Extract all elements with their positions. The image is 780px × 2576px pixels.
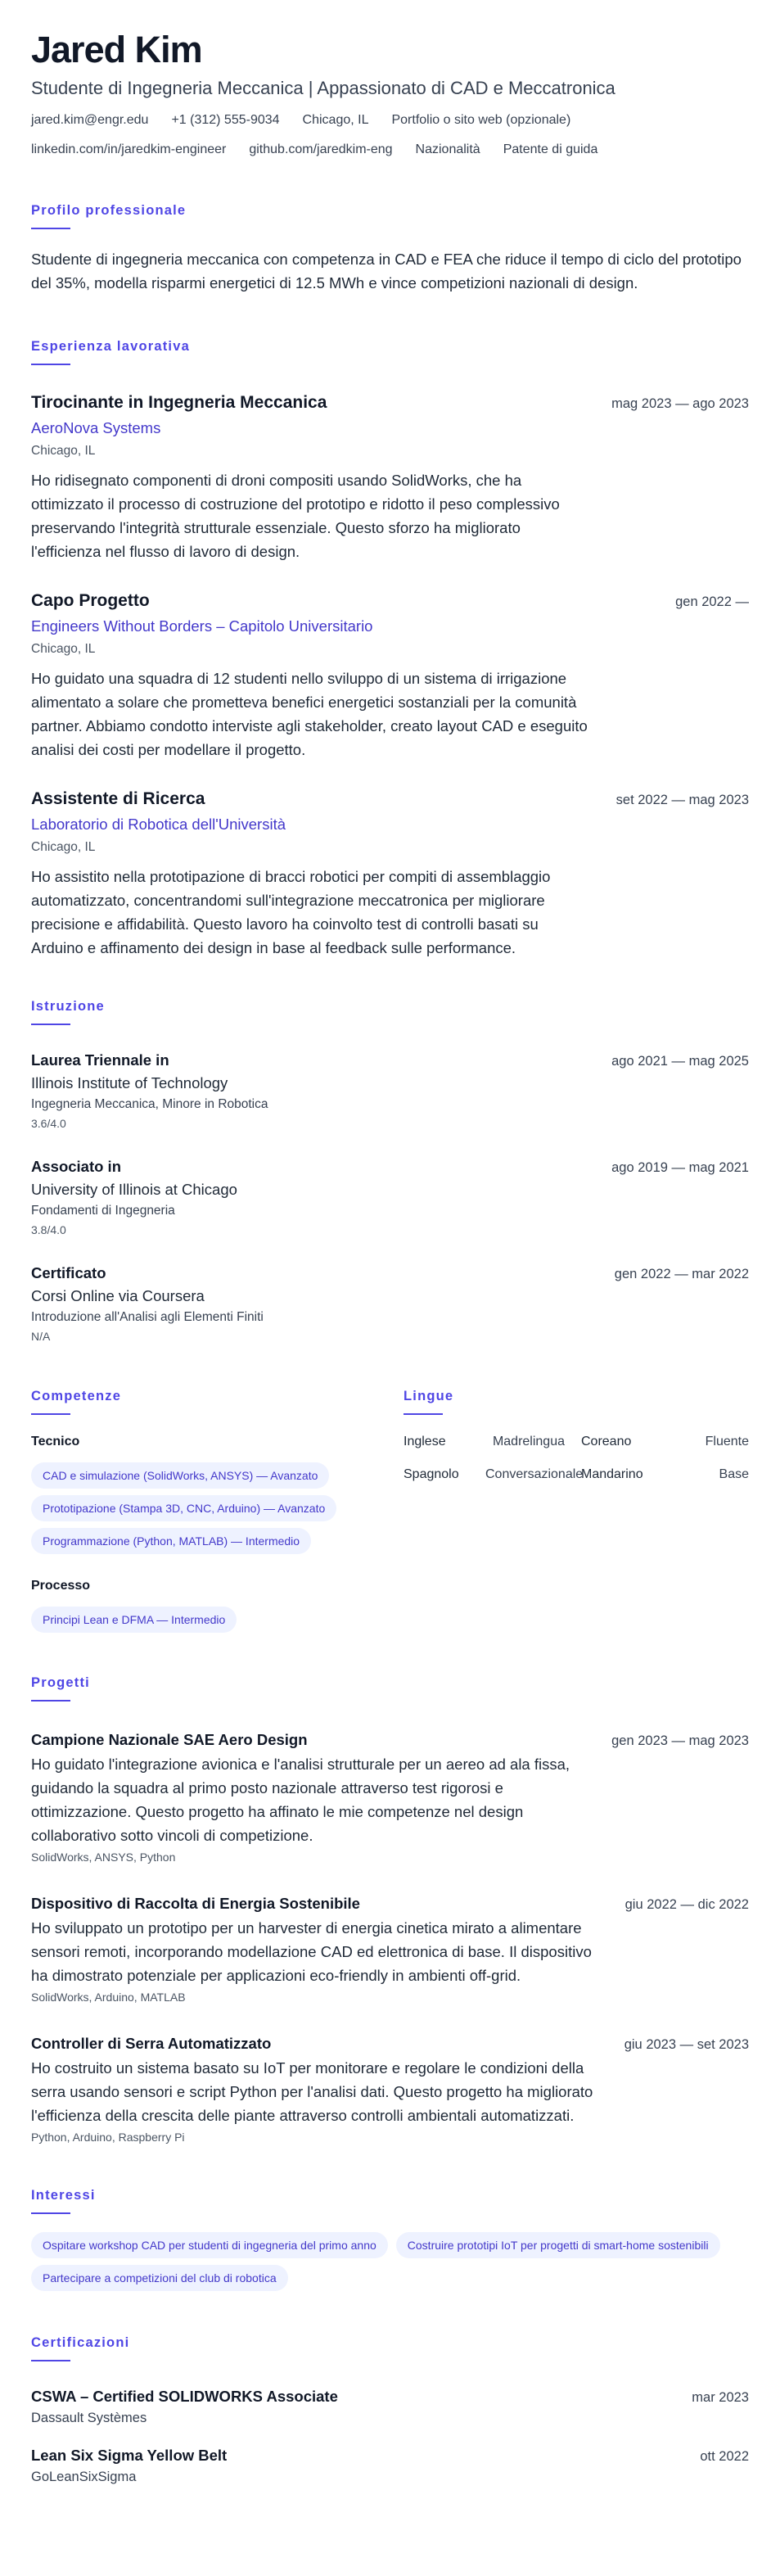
education-date: ago 2019 — mag 2021 xyxy=(611,1160,749,1175)
language-name: Coreano xyxy=(581,1435,632,1448)
education-field: Fondamenti di Ingegneria xyxy=(31,1204,175,1218)
section-title: Certificazioni xyxy=(31,2335,130,2350)
job-location: Chicago, IL xyxy=(31,642,96,656)
job-company: AeroNova Systems xyxy=(31,419,161,436)
section-divider xyxy=(31,1413,70,1415)
skill-chip: CAD e simulazione (SolidWorks, ANSYS) — Avanzato xyxy=(31,1462,329,1489)
project-technologies: SolidWorks, Arduino, MATLAB xyxy=(31,1991,186,2004)
job-description: Ho ridisegnato componenti di droni compositi usando SolidWorks, che ha ottimizzato il processo di costruzione del prototipo e ridotto il peso complessivo preservando l'integrità strutturale essenziale. Questo sforzo ha migliorato l'efficienza nel flusso di lavoro di design. xyxy=(31,472,560,560)
job-company: Engineers Without Borders – Capitolo Universitario xyxy=(31,617,373,635)
education-gpa: 3.6/4.0 xyxy=(31,1117,66,1130)
section-title: Lingue xyxy=(404,1389,454,1403)
education-field: Ingegneria Meccanica, Minore in Robotica xyxy=(31,1097,268,1111)
skills-languages-row xyxy=(31,1387,749,1633)
experience-item xyxy=(31,788,749,960)
summary-section xyxy=(31,201,749,295)
education-school: University of Illinois at Chicago xyxy=(31,1181,237,1198)
education-gpa: 3.8/4.0 xyxy=(31,1223,66,1236)
education-gpa: N/A xyxy=(31,1330,51,1343)
section-title: Esperienza lavorativa xyxy=(31,339,190,354)
summary-text: Studente di ingegneria meccanica con competenza in CAD e FEA che riduce il tempo di ciclo del prototipo del 35%, modella risparmi energetici di 12.5 MWh e vince competizioni nazionali di design. xyxy=(31,251,742,291)
contact-github: github.com/jaredkim-eng xyxy=(249,142,393,156)
education-field: Introduzione all'Analisi agli Elementi Finiti xyxy=(31,1310,264,1324)
section-divider xyxy=(31,1700,70,1702)
interest-chip-list xyxy=(31,2226,749,2291)
project-date: giu 2022 — dic 2022 xyxy=(624,1897,749,1912)
education-item xyxy=(31,1156,749,1238)
certification-issuer: GoLeanSixSigma xyxy=(31,2470,137,2484)
section-divider xyxy=(31,2212,70,2214)
project-name: Dispositivo di Raccolta di Energia Sostenibile xyxy=(31,1895,360,1912)
language-level: Madrelingua xyxy=(492,1435,565,1448)
language-name: Spagnolo xyxy=(404,1467,459,1481)
candidate-name: Jared Kim xyxy=(31,29,202,70)
job-title: Capo Progetto xyxy=(31,591,150,610)
skill-chip: Prototipazione (Stampa 3D, CNC, Arduino) — Avanzato xyxy=(31,1495,336,1521)
education-degree: Certificato xyxy=(31,1264,106,1281)
skill-chip: Programmazione (Python, MATLAB) — Intermedio xyxy=(31,1528,311,1554)
education-date: ago 2021 — mag 2025 xyxy=(611,1054,749,1069)
education-item xyxy=(31,1263,749,1344)
job-location: Chicago, IL xyxy=(31,840,96,854)
section-title: Istruzione xyxy=(31,999,105,1014)
certification-name: CSWA – Certified SOLIDWORKS Associate xyxy=(31,2388,338,2405)
section-divider xyxy=(404,1413,443,1415)
project-description: Ho guidato l'integrazione avionica e l'analisi strutturale per un aereo ad ala fissa, guidando la squadra al primo posto nazionale attraverso test rigorosi e ottimizzazione. Questo progetto ha affinato le mie competenze nel design collaborativo sotto vincoli di competizione. xyxy=(31,1756,570,1844)
certification-date: ott 2022 xyxy=(700,2449,749,2464)
contact-nationality: Nazionalità xyxy=(415,142,480,156)
section-title: Interessi xyxy=(31,2188,96,2203)
language-level: Conversazionale xyxy=(485,1467,584,1481)
education-date: gen 2022 — mar 2022 xyxy=(614,1267,749,1281)
language-name: Mandarino xyxy=(581,1467,643,1481)
interest-chip: Partecipare a competizioni del club di robotica xyxy=(31,2265,288,2291)
section-divider xyxy=(31,228,70,229)
education-section xyxy=(31,997,749,1344)
project-item xyxy=(31,2033,749,2145)
interest-chip: Ospitare workshop CAD per studenti di ingegneria del primo anno xyxy=(31,2232,388,2258)
contact-driving-license: Patente di guida xyxy=(503,142,598,156)
experience-item xyxy=(31,391,749,563)
contact-email: jared.kim@engr.edu xyxy=(31,113,149,127)
contact-location: Chicago, IL xyxy=(302,113,369,127)
project-name: Campione Nazionale SAE Aero Design xyxy=(31,1731,308,1748)
education-school: Illinois Institute of Technology xyxy=(31,1074,228,1091)
section-divider xyxy=(31,1024,70,1025)
project-item xyxy=(31,1729,749,1865)
skill-chip-list xyxy=(31,1456,404,1554)
certification-date: mar 2023 xyxy=(692,2390,749,2405)
education-school: Corsi Online via Coursera xyxy=(31,1287,205,1304)
project-date: giu 2023 — set 2023 xyxy=(624,2037,749,2052)
language-level: Base xyxy=(719,1467,749,1481)
languages-section xyxy=(404,1387,749,1633)
interests-section xyxy=(31,2186,749,2291)
certification-name: Lean Six Sigma Yellow Belt xyxy=(31,2447,228,2464)
certifications-section xyxy=(31,2334,749,2486)
project-item xyxy=(31,1893,749,2005)
interest-chip: Costruire prototipi IoT per progetti di smart-home sostenibili xyxy=(396,2232,720,2258)
project-technologies: SolidWorks, ANSYS, Python xyxy=(31,1851,176,1864)
education-degree: Laurea Triennale in xyxy=(31,1051,169,1069)
contact-phone: +1 (312) 555-9034 xyxy=(171,113,280,127)
job-title: Assistente di Ricerca xyxy=(31,789,205,808)
projects-section xyxy=(31,1674,749,2145)
section-title: Progetti xyxy=(31,1675,90,1690)
job-date: set 2022 — mag 2023 xyxy=(615,793,749,807)
skill-group-title: Processo xyxy=(31,1579,91,1593)
project-date: gen 2023 — mag 2023 xyxy=(611,1733,749,1748)
resume-header xyxy=(31,28,749,159)
certification-item xyxy=(31,2445,749,2486)
job-date: gen 2022 — xyxy=(675,594,749,609)
skill-chip-list xyxy=(31,1600,404,1633)
skills-section xyxy=(31,1387,404,1633)
certification-issuer: Dassault Systèmes xyxy=(31,2411,147,2425)
project-technologies: Python, Arduino, Raspberry Pi xyxy=(31,2131,185,2144)
education-item xyxy=(31,1050,749,1132)
section-title: Profilo professionale xyxy=(31,203,187,218)
candidate-headline: Studente di Ingegneria Meccanica | Appassionato di CAD e Meccatronica xyxy=(31,78,615,98)
section-title: Competenze xyxy=(31,1389,122,1403)
job-company: Laboratorio di Robotica dell'Università xyxy=(31,816,286,833)
experience-section xyxy=(31,337,749,960)
job-location: Chicago, IL xyxy=(31,444,96,458)
section-divider xyxy=(31,364,70,365)
section-divider xyxy=(31,2360,70,2361)
experience-item xyxy=(31,590,749,762)
job-description: Ho guidato una squadra di 12 studenti nello sviluppo di un sistema di irrigazione alimentato a solare che prometteva benefici energetici sostanziali per la comunità partner. Abbiamo condotto interviste agli stakeholder, creato layout CAD e eseguito analisi dei costi per modellare il progetto. xyxy=(31,670,588,758)
job-description: Ho assistito nella prototipazione di bracci robotici per compiti di assemblaggio automatizzato, concentrandomi sull'integrazione meccatronica per migliorare precisione e affidabilità. Questo lavoro ha coinvolto test di controlli basati su Arduino e affinamento dei design in base al feedback sulle performance. xyxy=(31,868,551,956)
language-list xyxy=(404,1433,749,1484)
project-name: Controller di Serra Automatizzato xyxy=(31,2035,272,2052)
skill-group-title: Tecnico xyxy=(31,1435,80,1448)
project-description: Ho costruito un sistema basato su IoT per monitorare e regolare le condizioni della serra usando sensori e script Python per l'analisi dati. Questo progetto ha migliorato l'efficienza della crescita delle piante attraverso controlli ambientali automatizzati. xyxy=(31,2059,593,2124)
skill-chip: Principi Lean e DFMA — Intermedio xyxy=(31,1607,237,1633)
contact-list xyxy=(31,111,749,159)
language-level: Fluente xyxy=(705,1435,749,1448)
contact-website: Portfolio o sito web (opzionale) xyxy=(391,113,571,127)
job-title: Tirocinante in Ingegneria Meccanica xyxy=(31,393,327,412)
project-description: Ho sviluppato un prototipo per un harvester di energia cinetica mirato a alimentare sensori remoti, incorporando modellazione CAD ed elettronica di base. Il dispositivo ha dimostrato potenziale per applicazioni eco-friendly in ambienti off-grid. xyxy=(31,1919,592,1984)
contact-linkedin: linkedin.com/in/jaredkim-engineer xyxy=(31,142,227,156)
education-degree: Associato in xyxy=(31,1158,121,1175)
language-name: Inglese xyxy=(404,1435,446,1448)
job-date: mag 2023 — ago 2023 xyxy=(611,396,749,411)
certification-item xyxy=(31,2386,749,2427)
